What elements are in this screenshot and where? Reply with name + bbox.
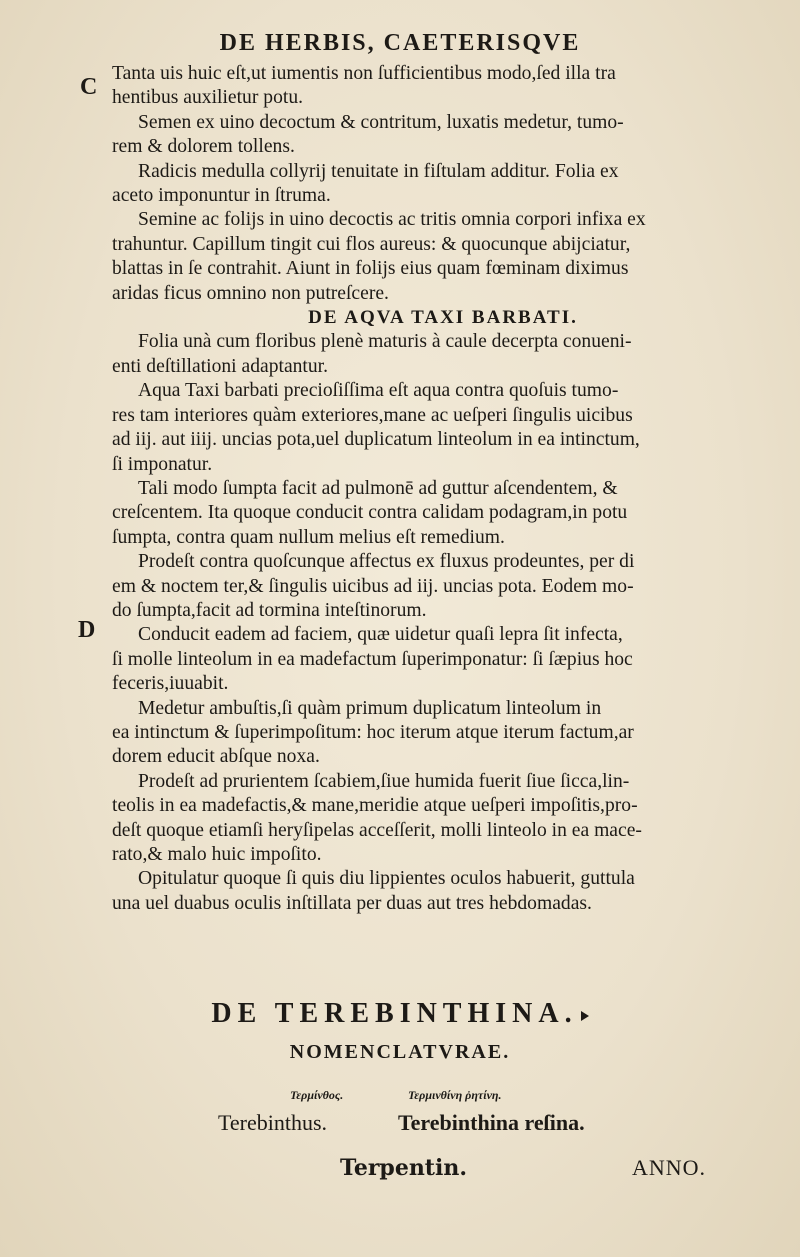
text-line: Opitulatur quoque ſi quis diu lippientes oculos habuerit, guttula [138,868,635,890]
text-line: dorem educit abſque noxa. [112,746,320,768]
text-line: enti deſtillationi adaptantur. [112,355,329,377]
running-header: DE HERBIS, CAETERISQVE [219,30,581,56]
nomenclature-title: NOMENCLATVRAE. [289,1041,511,1063]
text-line: Radicis medulla collyrij tenuitate in fiſtulam additur. Folia ex [138,160,619,182]
text-line: Tanta uis huic eſt,ut iumentis non ſufficientibus modo,ſed illa tra [112,63,616,84]
section-title [0,998,800,1030]
text-line: deſt quoque etiamſi heryſipelas acceſſerit, molli linteolo in ea mace- [112,819,642,841]
margin-letter-d: D [78,617,96,643]
text-line: Aqua Taxi barbati precioſiſſima eſt aqua contra quoſuis tumo- [138,380,619,402]
latin-name: Terebinthina reſina. [398,1110,585,1135]
text-line: Medetur ambuſtis,ſi quàm primum duplicatum linteolum in [138,697,602,719]
text-line: ad iij. aut iiij. uncias pota,uel duplicatum linteolum in ea intinctum, [112,429,640,451]
text-line: trahuntur. Capillum tingit cui flos aureus: & quocunque abijciatur, [112,233,631,255]
text-line: aceto imponuntur in ſtruma. [112,185,331,207]
text-line: Prodeſt contra quoſcunque affectus ex fluxus prodeuntes, per di [138,551,635,573]
section-title-text: DE TEREBINTHINA. [211,998,578,1029]
greek-names-row [0,1088,800,1108]
text-line: em & noctem ter,& ſingulis uicibus ad iij. uncias pota. Eodem mo- [112,575,634,597]
text-line: teolis in ea madefactis,& mane,meridie atque ueſperi impoſitis,pro- [112,795,638,817]
text-line: blattas in ſe contrahit. Aiunt in folijs eius quam fœminam diximus [112,258,629,280]
text-line: aridas ficus omnino non putreſcere. [112,282,389,304]
text-line: do ſumpta,facit ad tormina inteſtinorum. [112,599,427,621]
vernacular-row [0,1155,800,1185]
german-name: Terpentin. [340,1155,467,1181]
text-line: Semen ex uino decoctum & contritum, luxatis medetur, tumo- [138,111,624,133]
text-line: una uel duabus oculis inſtillata per duas aut tres hebdomadas. [112,892,592,914]
text-line: Conducit eadem ad faciem, quæ uidetur quaſi lepra ſit infecta, [138,624,623,646]
text-line: Tali modo ſumpta facit ad pulmonē ad guttur aſcendentem, & [138,477,618,499]
latin-name: Terebinthus. [218,1110,328,1135]
text-line: creſcentem. Ita quoque conducit contra calidam podagram,in potu [112,502,628,524]
text-line: hentibus auxilietur potu. [112,87,304,109]
main-text-block [112,62,774,916]
margin-letter-c: C [80,74,98,100]
subsection-title: DE AQVA TAXI BARBATI. [308,307,578,329]
text-line: Prodeſt ad prurientem ſcabiem,ſiue humida fuerit ſiue ſicca,lin- [138,770,630,792]
text-line: rato,& malo huic impoſito. [112,844,322,865]
text-line: Folia unà cum floribus plenè maturis à caule decerpta conueni- [138,331,632,353]
text-line: Semine ac folijs in uino decoctis ac tritis omnia corpori infixa ex [138,209,646,231]
text-line: ſi imponatur. [112,453,213,475]
latin-names-row [0,1110,800,1138]
text-line: rem & dolorem tollens. [112,136,295,158]
text-line: res tam interiores quàm exteriores,mane ac ueſperi ſingulis uicibus [112,404,633,426]
text-line: ſumpta, contra quam nullum melius eſt remedium. [112,526,505,548]
ornament-icon [581,1011,589,1021]
text-line: ea intinctum & ſuperimpoſitum: hoc iterum atque iterum factum,ar [112,721,634,743]
text-line: feceris,iuuabit. [112,673,229,695]
greek-name: Τερμινθίνη ῥητίνη. [408,1088,502,1102]
greek-name: Τερμίνθος. [290,1088,344,1102]
catchword: ANNO. [632,1155,707,1180]
text-line: ſi molle linteolum in ea madefactum ſuperimponatur: ſi ſæpius hoc [112,648,633,670]
